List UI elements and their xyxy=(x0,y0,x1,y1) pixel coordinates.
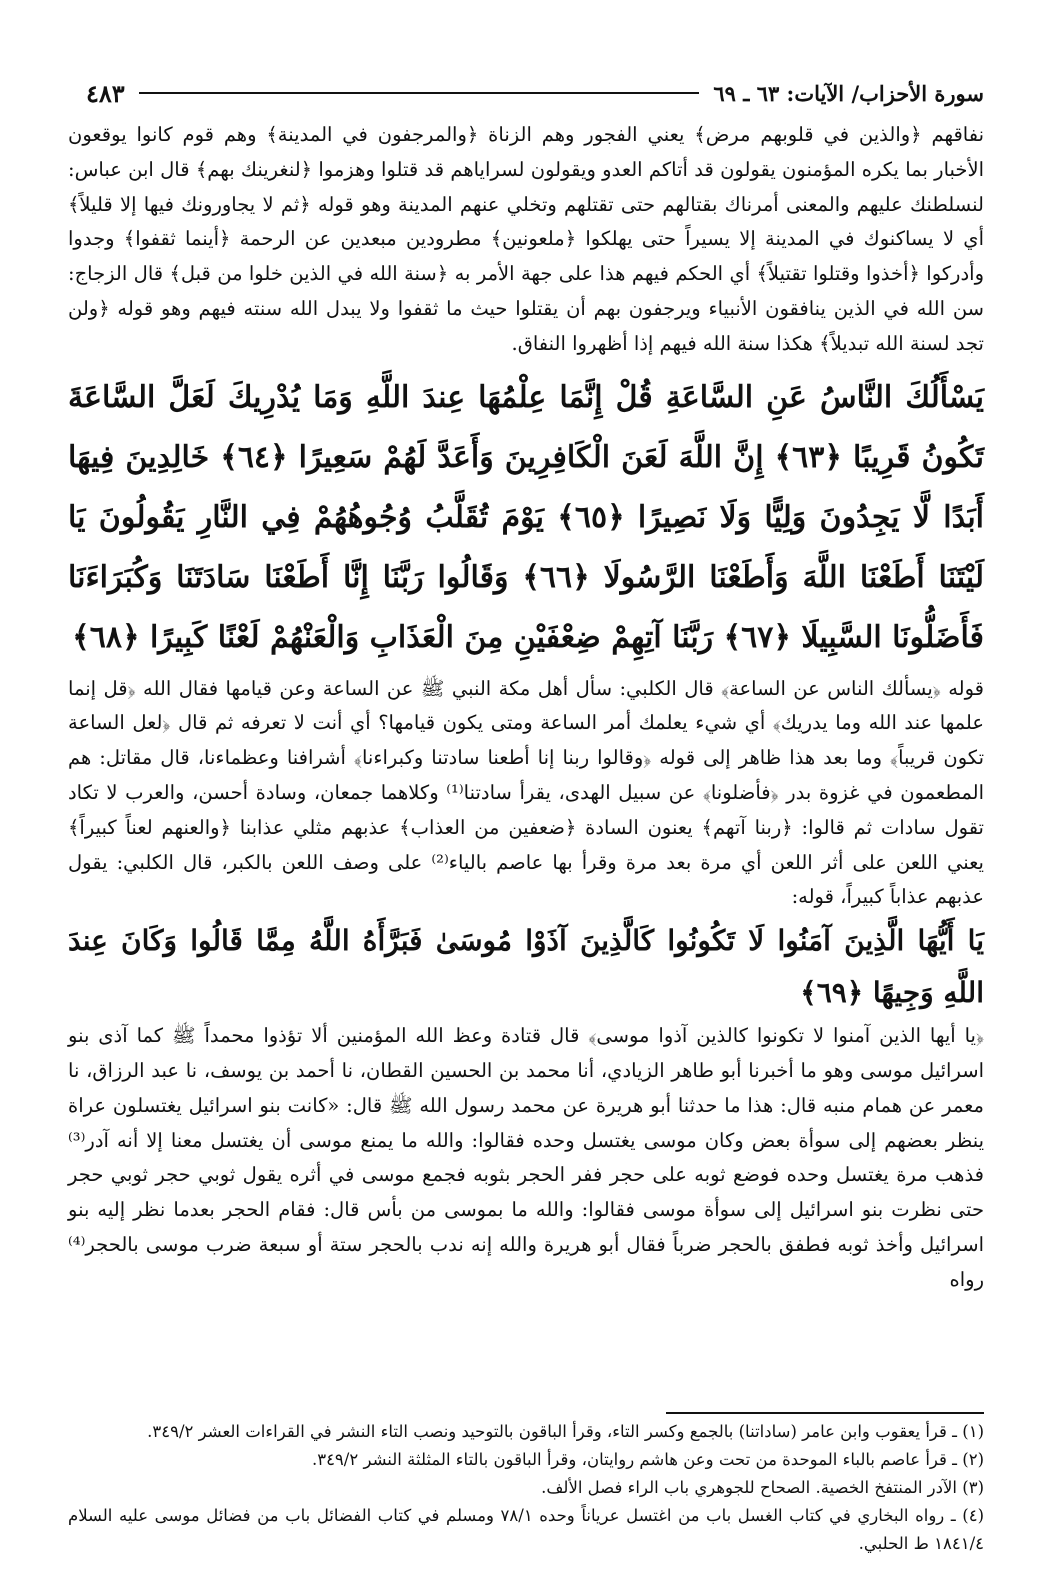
footnote-rule xyxy=(666,1412,984,1414)
page-body xyxy=(68,118,984,1298)
surah-title: سورة الأحزاب/ الآيات: ٦٣ ـ ٦٩ xyxy=(713,80,984,106)
quran-verse-69: يَا أَيُّهَا الَّذِينَ آمَنُوا لَا تَكُونُوا كَالَّذِينَ آذَوْا مُوسَىٰ فَبَرَّأَهُ اللَّهُ مِمَّا قَالُوا وَكَانَ عِندَ اللَّهِ وَجِيهًا ﴿٦٩﴾ xyxy=(68,924,984,1010)
quran-verses-63-68: يَسْأَلُكَ النَّاسُ عَنِ السَّاعَةِ قُلْ إِنَّمَا عِلْمُهَا عِندَ اللَّهِ وَمَا يُدْرِيكَ لَعَلَّ السَّاعَةَ تَكُونُ قَرِيبًا ﴿٦٣﴾ إِنَّ اللَّهَ لَعَنَ الْكَافِرِينَ وَأَعَدَّ لَهُمْ سَعِيرًا ﴿٦٤﴾ خَالِدِينَ فِيهَا أَبَدًا لَّا يَجِدُونَ وَلِيًّا وَلَا نَصِيرًا ﴿٦٥﴾ يَوْمَ تُقَلَّبُ وُجُوهُهُمْ فِي النَّارِ يَقُولُونَ يَا لَيْتَنَا أَطَعْنَا اللَّهَ وَأَطَعْنَا الرَّسُولَا ﴿٦٦﴾ وَقَالُوا رَبَّنَا إِنَّا أَطَعْنَا سَادَتَنَا وَكُبَرَاءَنَا فَأَضَلُّونَا السَّبِيلَا ﴿٦٧﴾ رَبَّنَا آتِهِمْ ضِعْفَيْنِ مِنَ الْعَذَابِ وَالْعَنْهُمْ لَعْنًا كَبِيرًا ﴿٦٨﴾ xyxy=(68,379,984,655)
page-header xyxy=(86,76,984,110)
footnotes xyxy=(68,1418,984,1558)
footnote-3: (٣) الآدر المنتفخ الخصية. الصحاح للجوهري باب الراء فصل الألف. xyxy=(541,1478,984,1497)
footnote-2: (٢) ـ قرأ عاصم بالباء الموحدة من تحت وعن هاشم روايتان، وقرأ الباقون بالتاء المثلثة النشر ٣٤٩/٢. xyxy=(311,1450,984,1469)
page-number: ٤٨٣ xyxy=(86,78,125,108)
commentary-paragraph-3: ﴿يا أيها الذين آمنوا لا تكونوا كالذين آذوا موسى﴾ قال قتادة وعظ الله المؤمنين ألا تؤذوا محمداً ﷺ كما آذى بنو اسرائيل موسى وهو ما أخبرنا أبو طاهر الزيادي، أنا محمد بن الحسين القطان، نا أحمد بن يوسف، نا عبد الرزاق، نا معمر عن همام منبه قال: هذا ما حدثنا أبو هريرة عن محمد رسول الله ﷺ قال: «كانت بنو اسرائيل يغتسلون عراة ينظر بعضهم إلى سوأة بعض وكان موسى يغتسل وحده فقالوا: والله ما يمنع موسى أن يغتسل معنا إلا أنه آدر⁽³⁾ فذهب مرة يغتسل وحده فوضع ثوبه على حجر ففر الحجر بثوبه فجمع موسى في أثره يقول ثوبي حجر ثوبي حجر حتى نظرت بنو اسرائيل إلى سوأة موسى فقالوا: والله ما بموسى من بأس قال: فقام الحجر بعدما نظر إليه بنو اسرائيل وأخذ ثوبه فطفق بالحجر ضرباً فقال أبو هريرة والله إنه ندب بالحجر ستة أو سبعة ضرب موسى بالحجر⁽⁴⁾ رواه xyxy=(68,1024,984,1291)
commentary-paragraph-1: نفاقهم ﴿والذين في قلوبهم مرض﴾ يعني الفجور وهم الزناة ﴿والمرجفون في المدينة﴾ وهم قوم كانوا يوقعون الأخبار بما يكره المؤمنون يقولون قد أتاكم العدو ويقولون لسراياهم قد قتلوا وهزموا ﴿لنغرينك بهم﴾ قال ابن عباس: لنسلطنك عليهم والمعنى أمرناك بقتالهم حتى تقتلهم وتخلي عنهم المدينة وهو قوله ﴿ثم لا يجاورونك فيها إلا قليلاً﴾ أي لا يساكنوك في المدينة إلا يسيراً حتى يهلكوا ﴿ملعونين﴾ مطرودين مبعدين عن الرحمة ﴿أينما ثقفوا﴾ وجدوا وأدركوا ﴿أخذوا وقتلوا تقتيلاً﴾ أي الحكم فيهم هذا على جهة الأمر به ﴿سنة الله في الذين خلوا من قبل﴾ قال الزجاج: سن الله في الذين ينافقون الأنبياء ويرجفون بهم أن يقتلوا حيث ما ثقفوا ولا يبدل الله سنته فيهم وهو قوله ﴿ولن تجد لسنة الله تبديلاً﴾ هكذا سنة الله فيهم إذا أظهروا النفاق. xyxy=(68,123,984,355)
commentary-paragraph-2: قوله ﴿يسألك الناس عن الساعة﴾ قال الكلبي: سأل أهل مكة النبي ﷺ عن الساعة وعن قيامها فقال الله ﴿قل إنما علمها عند الله وما يدريك﴾ أي شيء يعلمك أمر الساعة ومتى يكون قيامها؟ أي أنت لا تعرفه ثم قال ﴿لعل الساعة تكون قريباً﴾ وما بعد هذا ظاهر إلى قوله ﴿وقالوا ربنا إنا أطعنا سادتنا وكبراءنا﴾ أشرافنا وعظماءنا، قال مقاتل: هم المطعمون في غزوة بدر ﴿فأضلونا﴾ عن سبيل الهدى، يقرأ سادتنا⁽¹⁾ وكلاهما جمعان، وسادة أحسن، والعرب لا تكاد تقول سادات ثم قالوا: ﴿ربنا آتهم﴾ يعنون السادة ﴿ضعفين من العذاب﴾ عذبهم مثلي عذابنا ﴿والعنهم لعناً كبيراً﴾ يعني اللعن على أثر اللعن أي مرة بعد مرة وقرأ بها عاصم بالياء⁽²⁾ على وصف اللعن بالكبر، قال الكلبي: يقول عذبهم عذاباً كبيراً، قوله: xyxy=(68,676,984,909)
footnote-1: (١) ـ قرأ يعقوب وابن عامر (ساداتنا) بالجمع وكسر التاء، وقرأ الباقون بالتوحيد ونصب التاء النشر في القراءات العشر ٣٤٩/٢. xyxy=(147,1422,984,1441)
footnote-4: (٤) ـ رواه البخاري في كتاب الغسل باب من اغتسل عرياناً وحده ٧٨/١ ومسلم في كتاب الفضائل باب من فضائل موسى عليه السلام ١٨٤١/٤ ط الحلبي. xyxy=(68,1506,984,1553)
header-rule xyxy=(139,92,700,94)
